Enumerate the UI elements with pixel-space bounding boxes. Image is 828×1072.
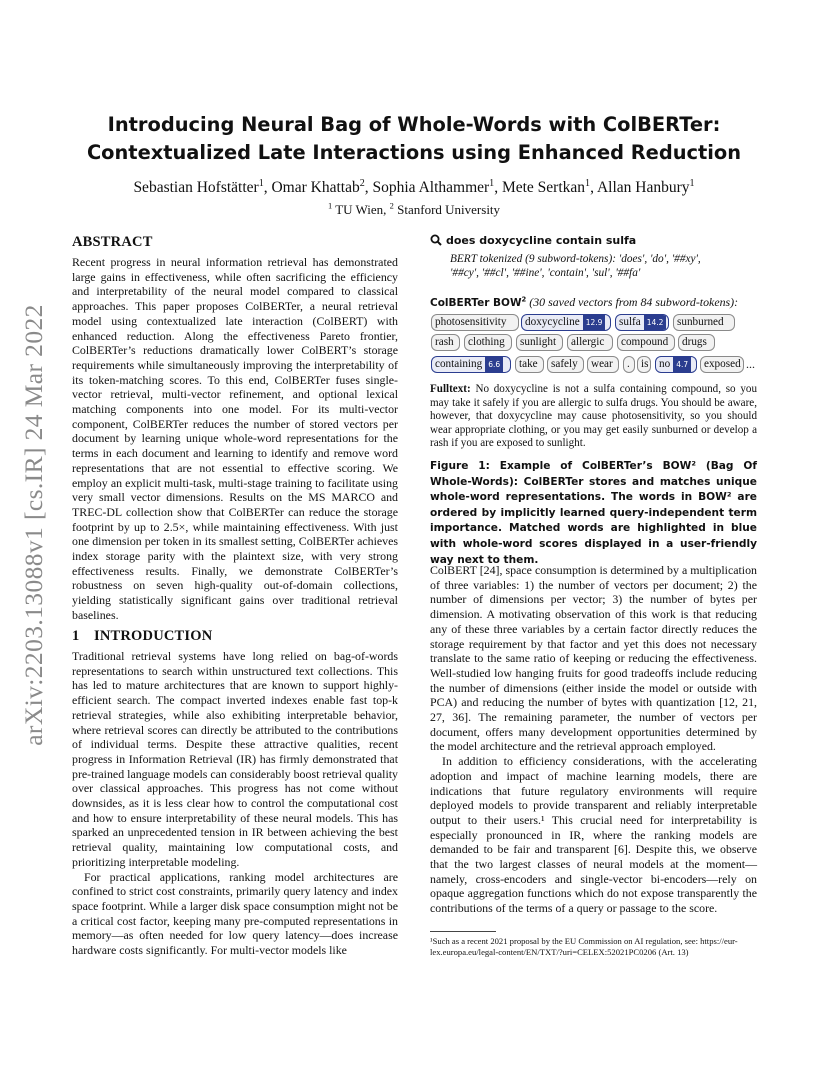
right-paragraph-1: ColBERT [24], space consumption is determined by a multiplication of three variables: 1) the number of vectors per document; 2) the number of dimensions per vector; 3) the number of bytes per dimension. A motivating observation of this work is that reducing any of these three variables by a certain factor directly reduces the storage requirement by that factor and yet this does not necessary translate to the same ratio of keeping or reducing the effectiveness. Well-studied low hanging fruits for good tradeoffs include reducing the number of dimensions (either inside the model or outside with PCA) and reducing the number of bytes with quantization [12, 21, 27, 36]. The remaining parameter, the number of vectors per document, offers many development opportunities determined by the model architecture and the retrieval approach employed.: [430, 563, 757, 754]
arxiv-identifier: arXiv:2203.13088v1 [cs.IR] 24 Mar 2022: [19, 304, 48, 746]
abstract-text: Recent progress in neural information retrieval has demonstrated large gains in effectiveness, while often sacrificing the efficiency and interpretability of the neural model compared to classical approaches. This paper proposes ColBERTer, a neural retrieval model using contextualized late interaction (ColBERT) with enhanced reduction. Along the effectiveness Pareto frontier, ColBERTer’s reductions dramatically lower ColBERT’s storage requirements while simultaneously improving the interpretability of its token-matching scores. To this end, ColBERTer fuses single-vector retrieval, multi-vector refinement, and optional lexical matching components into one model. For its multi-vector component, ColBERTer reduces the number of stored vectors per document by learning unique whole-word representations for the terms in each document and learning to identify and remove word representations that are not essential to effective scoring. We employ an explicit multi-task, multi-stage training to facilitate using very small vector dimensions. Results on the MS MARCO and TREC-DL collection show that ColBERTer can reduce the storage footprint by up to 2.5×, while maintaining effectiveness. With just one dimension per token in its smallest setting, ColBERTer achieves index storage parity with the plaintext size, with very strong effectiveness results. Finally, we demonstrate ColBERTer’s robustness on seven high-quality out-of-domain collections, yielding statistically significant gains over traditional retrieval baselines.: [72, 255, 398, 622]
figure-caption: Figure 1: Example of ColBERTer’s BOW² (Bag Of Whole-Words): ColBERTer stores and matches unique whole-word representations. The words in BOW² are ordered by implicitly learned query-independent term importance. Matched words are highlighted in blue with whole-word scores displayed in a user-friendly way next to them.: [430, 460, 757, 566]
intro-paragraph-1: Traditional retrieval systems have long relied on bag-of-words representations to search within unstructured text collections. This has led to mature architectures that are known to support highly-efficient search. The compact inverted indexes enable fast top-k retrieval strategies, while also exhibiting interpretable behavior, where retrieval scores can directly be attributed to the contributions of individual terms. Despite these attractive qualities, recent progress in Information Retrieval (IR) has firmly demonstrated that pre-trained language models can considerably boost retrieval quality over classical approaches. This progress has not come without downsides, as it is less clear how to control the computational cost and how to ensure interpretability of these neural models. This has sparked an unprecedented tension in IR between achieving the best retrieval quality, maintaining low computational costs, and prioritizing interpretable modeling.: [72, 649, 398, 869]
footnote: ¹Such as a recent 2021 proposal by the EU Commission on AI regulation, see: https://eur-lex.europa.eu/legal-content/EN/TXT/?uri=CELEX:52021PC0206 (Art. 13): [430, 936, 738, 957]
bow-token-matched: containing 6.6: [431, 356, 511, 373]
right-paragraph-2: In addition to efficiency considerations, with the accelerating adoption and impact of machine learning models, there are indications that future regulatory environments will require deployed models to provide transparent and reliably interpretable output to their users.¹ This crucial need for interpretability is especially pronounced in IR, where the ranking models are demanded to be fair and transparent [6]. Despite this, we observe that the two largest classes of neural models at the moment—namely, cross-encoders and single-vector bi-encoders—rely on opaque aggregation functions which do not expose transparently the contributions of the terms of a query or passage to the score.: [430, 754, 757, 916]
paper-title: [70, 111, 758, 167]
bow-token: .: [623, 356, 635, 373]
right-column-body: [430, 563, 757, 916]
bow-token: wear: [587, 356, 619, 373]
bow-token: safely: [547, 356, 584, 373]
bow-token: exposed: [700, 356, 744, 373]
author-list: Sebastian Hofstätter$^1$, Omar Khattab$^2$, Sophia Althammer$^1$, Mete Sertkan$^1$, Allan Hanbury$^1$: [133, 177, 695, 196]
footnote-rule: [430, 931, 496, 932]
bow-token: rash: [431, 334, 460, 351]
author: Mete Sertkan$^1$: [501, 177, 591, 196]
tokenized-query: BERT tokenized (9 subword-tokens): 'does', 'do', '##xy', '##cy', '##cl', '##ine', 'contain', 'sul', '##fa': [450, 253, 701, 280]
introduction-heading: 1 INTRODUCTION: [72, 628, 213, 644]
bow-token: drugs: [678, 334, 715, 351]
bow-ellipsis: ...: [746, 357, 755, 371]
title-line-1: Introducing Neural Bag of Whole-Words with ColBERTer:: [107, 113, 721, 136]
bow-token: photosensitivity: [431, 314, 519, 331]
bow-heading: ColBERTer BOW$^2$ (30 saved vectors from 84 subword-tokens):: [430, 295, 739, 309]
author: Sophia Althammer$^1$: [372, 177, 495, 196]
bow-token-matched: no 4.7: [655, 356, 697, 373]
author: Allan Hanbury$^1$: [596, 177, 695, 196]
introduction-body: [72, 649, 398, 958]
query-text: does doxycycline contain sulfa: [446, 234, 637, 247]
magnifier-icon: [430, 234, 442, 249]
author: Sebastian Hofstätter$^1$: [133, 177, 264, 196]
author: Omar Khattab$^2$: [271, 177, 365, 196]
bow-token: clothing: [464, 334, 512, 351]
figure-query: [430, 234, 757, 249]
bow-token: allergic: [567, 334, 613, 351]
bow-token: is: [637, 356, 651, 373]
bow-token-matched: doxycycline 12.9: [521, 314, 611, 331]
bow-token-matched: sulfa 14.2: [615, 314, 669, 331]
bow-token: take: [515, 356, 544, 373]
figure-fulltext: Fulltext: No doxycycline is not a sulfa containing compound, so you may take it safely if you are allergic to sulfa drugs. You should be aware, however, that doxycycline may cause photosensitivity, so you should wear appropriate clothing, or you may get easily sunburned or develop a rash if you are exposed to sunlight.: [430, 383, 757, 450]
affiliations: $^1$ TU Wien, $^2$ Stanford University: [327, 200, 501, 217]
intro-paragraph-2: For practical applications, ranking model architectures are confined to strict cost constraints, primarily query latency and index space footprint. While a larger disk space consumption might not be a critical cost factor, keeping many pre-computed representations in memory—as often needed for low query latency—does increase hardware costs significantly. For multi-vector models like: [72, 869, 398, 958]
bow-token: compound: [617, 334, 675, 351]
bow-token: sunburned: [673, 314, 735, 331]
arxiv-sidebar: [14, 290, 54, 760]
abstract-heading: ABSTRACT: [72, 234, 153, 250]
title-line-2: Contextualized Late Interactions using Enhanced Reduction: [86, 141, 742, 164]
bow-token: sunlight: [516, 334, 563, 351]
